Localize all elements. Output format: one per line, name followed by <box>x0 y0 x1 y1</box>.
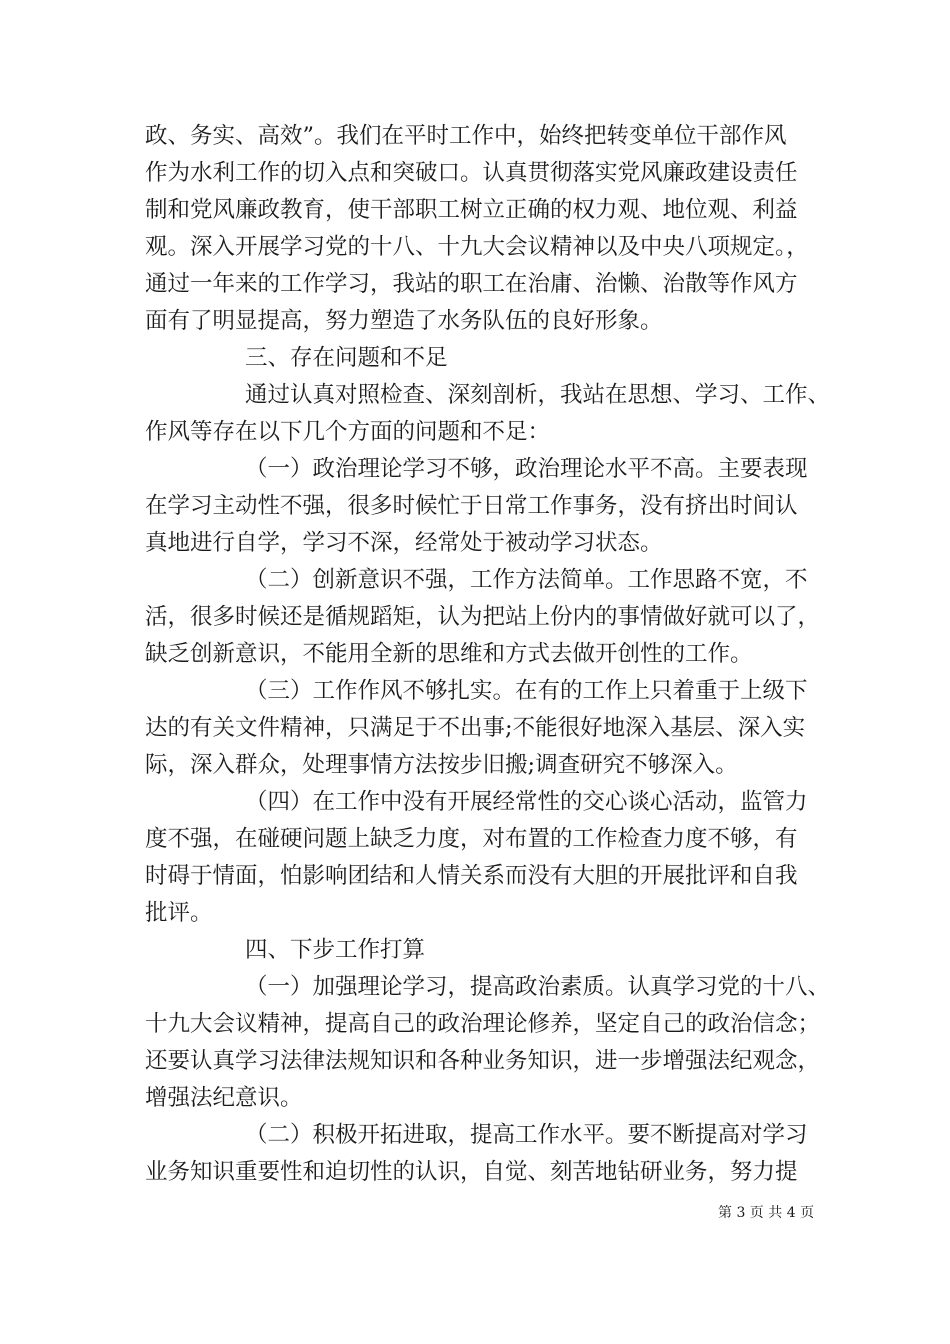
text-line: 真地进行自学，学习不深，经常处于被动学习状态。 <box>145 530 663 556</box>
text-line: 缺乏创新意识，不能用全新的思维和方式去做开创性的工作。 <box>145 641 753 667</box>
text-line: 度不强，在碰硬问题上缺乏力度，对布置的工作检查力度不够，有 <box>145 826 798 852</box>
text-line: （四）在工作中没有开展经常性的交心谈心活动，监管力 <box>245 789 808 815</box>
text-line: 作为水利工作的切入点和突破口。认真贯彻落实党风廉政建设责任 <box>145 160 798 186</box>
text-line: （三）工作作风不够扎实。在有的工作上只着重于上级下 <box>245 678 808 704</box>
text-line: 作风等存在以下几个方面的问题和不足： <box>145 419 551 445</box>
text-line: 面有了明显提高，努力塑造了水务队伍的良好形象。 <box>145 308 663 334</box>
text-line: 观。深入开展学习党的十八、十九大会议精神以及中央八项规定。， <box>145 234 809 260</box>
text-line: 三、存在问题和不足 <box>245 345 448 371</box>
text-line: 十九大会议精神，提高自己的政治理论修养，坚定自己的政治信念； <box>145 1011 821 1037</box>
text-line: 业务知识重要性和迫切性的认识，自觉、刻苦地钻研业务，努力提 <box>145 1159 798 1185</box>
text-line: （一）政治理论学习不够，政治理论水平不高。主要表现 <box>245 456 808 482</box>
text-line: 通过一年来的工作学习，我站的职工在治庸、治懒、治散等作风方 <box>145 271 798 297</box>
text-line: 四、下步工作打算 <box>245 937 426 963</box>
page-number-footer: 第 3 页 共 4 页 <box>718 1205 815 1221</box>
text-line: 还要认真学习法律法规知识和各种业务知识，进一步增强法纪观念， <box>145 1048 821 1074</box>
text-line: 际，深入群众，处理事情方法按步旧搬;调查研究不够深入。 <box>145 752 738 778</box>
text-line: 活，很多时候还是循规蹈矩，认为把站上份内的事情做好就可以了， <box>145 604 821 630</box>
text-line: （一）加强理论学习，提高政治素质。认真学习党的十八、 <box>245 974 831 1000</box>
document-body <box>145 118 831 1191</box>
text-line: 批评。 <box>145 900 213 926</box>
text-line: 达的有关文件精神，只满足于不出事;不能很好地深入基层、深入实 <box>145 715 806 741</box>
text-line: 增强法纪意识。 <box>145 1085 303 1111</box>
text-line: 时碍于情面，怕影响团结和人情关系而没有大胆的开展批评和自我 <box>145 863 798 889</box>
text-line: （二）创新意识不强，工作方法简单。工作思路不宽，不 <box>245 567 808 593</box>
text-line: 在学习主动性不强，很多时候忙于日常工作事务，没有挤出时间认 <box>145 493 798 519</box>
text-line: （二）积极开拓进取，提高工作水平。要不断提高对学习 <box>245 1122 808 1148</box>
text-line: 政、务实、高效”。我们在平时工作中，始终把转变单位干部作风 <box>145 123 787 149</box>
text-line: 制和党风廉政教育，使干部职工树立正确的权力观、地位观、利益 <box>145 197 798 223</box>
text-line: 通过认真对照检查、深刻剖析，我站在思想、学习、工作、 <box>245 382 831 408</box>
